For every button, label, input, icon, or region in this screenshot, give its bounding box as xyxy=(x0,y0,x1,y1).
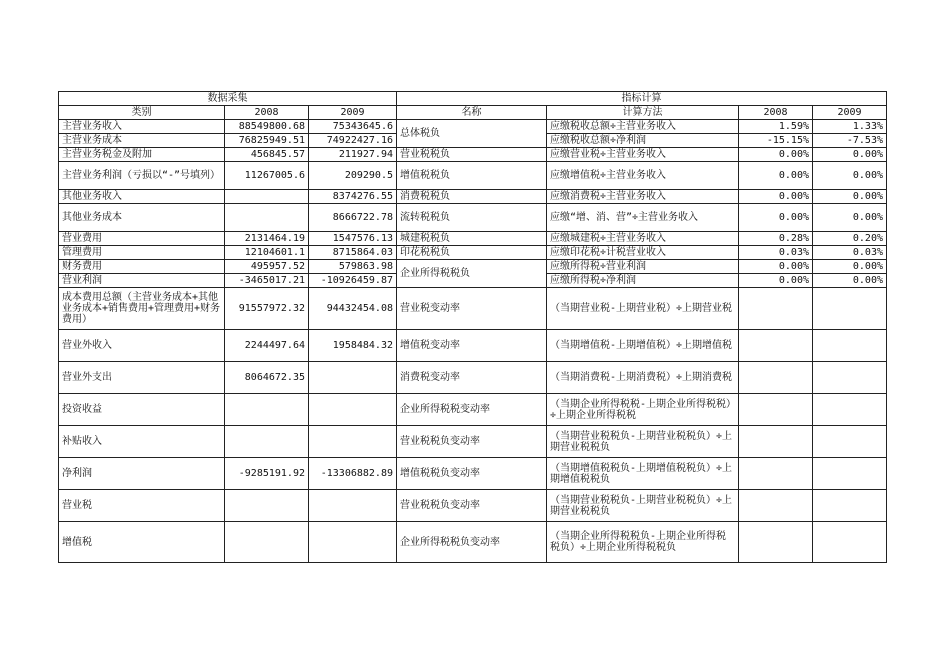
indicator-name-cell: 营业税税负 xyxy=(397,148,547,162)
category-cell: 营业税 xyxy=(59,490,225,522)
ratio-2009-header: 2009 xyxy=(813,106,887,120)
category-cell: 主营业务税金及附加 xyxy=(59,148,225,162)
indicator-name-cell: 总体税负 xyxy=(397,120,547,148)
indicator-name-cell: 营业税税负变动率 xyxy=(397,490,547,522)
value-2008-cell: 8064672.35 xyxy=(225,362,309,394)
value-2009-cell: 209290.5 xyxy=(309,162,397,190)
table-row xyxy=(59,204,887,232)
value-2009-cell: 211927.94 xyxy=(309,148,397,162)
ratio-2009-cell: -7.53% xyxy=(813,134,887,148)
category-cell: 其他业务成本 xyxy=(59,204,225,232)
value-2008-cell: 456845.57 xyxy=(225,148,309,162)
value-2009-cell xyxy=(309,362,397,394)
method-cell: 应缴所得税÷净利润 xyxy=(547,274,739,288)
category-cell: 主营业务成本 xyxy=(59,134,225,148)
value-2008-cell: 2131464.19 xyxy=(225,232,309,246)
value-2009-cell: 94432454.08 xyxy=(309,288,397,330)
year-2008-header: 2008 xyxy=(225,106,309,120)
method-header: 计算方法 xyxy=(547,106,739,120)
table-row xyxy=(59,162,887,190)
table-row xyxy=(59,426,887,458)
value-2009-cell: 75343645.6 xyxy=(309,120,397,134)
indicator-calc-header: 指标计算 xyxy=(397,92,887,106)
ratio-2009-cell xyxy=(813,426,887,458)
value-2008-cell: -3465017.21 xyxy=(225,274,309,288)
value-2008-cell xyxy=(225,204,309,232)
ratio-2009-cell: 0.00% xyxy=(813,274,887,288)
value-2008-cell: -9285191.92 xyxy=(225,458,309,490)
category-cell: 管理费用 xyxy=(59,246,225,260)
method-cell: （当期增值税-上期增值税）÷上期增值税 xyxy=(547,330,739,362)
category-cell: 净利润 xyxy=(59,458,225,490)
indicator-name-cell: 企业所得税税负变动率 xyxy=(397,522,547,563)
table-row xyxy=(59,458,887,490)
header-row-1 xyxy=(59,92,887,106)
value-2009-cell: 8666722.78 xyxy=(309,204,397,232)
category-cell: 营业利润 xyxy=(59,274,225,288)
method-cell: （当期营业税税负-上期营业税税负）÷上期营业税税负 xyxy=(547,490,739,522)
category-cell: 营业外收入 xyxy=(59,330,225,362)
value-2009-cell xyxy=(309,394,397,426)
ratio-2008-cell xyxy=(739,458,813,490)
ratio-2008-cell: -15.15% xyxy=(739,134,813,148)
indicator-name-cell: 消费税变动率 xyxy=(397,362,547,394)
value-2008-cell: 11267005.6 xyxy=(225,162,309,190)
method-cell: （当期消费税-上期消费税）÷上期消费税 xyxy=(547,362,739,394)
ratio-2009-cell: 0.00% xyxy=(813,148,887,162)
tax-indicator-table xyxy=(58,91,887,563)
value-2008-cell: 91557972.32 xyxy=(225,288,309,330)
table-row xyxy=(59,288,887,330)
table-row xyxy=(59,148,887,162)
value-2009-cell: 579863.98 xyxy=(309,260,397,274)
ratio-2009-cell xyxy=(813,490,887,522)
value-2008-cell xyxy=(225,426,309,458)
category-cell: 投资收益 xyxy=(59,394,225,426)
indicator-name-cell: 企业所得税税负 xyxy=(397,260,547,288)
header-row-2 xyxy=(59,106,887,120)
method-cell: （当期增值税税负-上期增值税税负）÷上期增值税税负 xyxy=(547,458,739,490)
indicator-name-cell: 消费税税负 xyxy=(397,190,547,204)
category-cell: 财务费用 xyxy=(59,260,225,274)
ratio-2009-cell: 0.00% xyxy=(813,162,887,190)
value-2009-cell: 1958484.32 xyxy=(309,330,397,362)
method-cell: 应缴增值税÷主营业务收入 xyxy=(547,162,739,190)
ratio-2008-cell xyxy=(739,394,813,426)
ratio-2008-cell: 0.00% xyxy=(739,260,813,274)
ratio-2009-cell: 1.33% xyxy=(813,120,887,134)
ratio-2008-cell: 1.59% xyxy=(739,120,813,134)
ratio-2008-cell xyxy=(739,362,813,394)
indicator-name-cell: 企业所得税税变动率 xyxy=(397,394,547,426)
method-cell: 应缴税收总额÷主营业务收入 xyxy=(547,120,739,134)
value-2009-cell: 1547576.13 xyxy=(309,232,397,246)
category-cell: 主营业务利润（亏损以“-”号填列） xyxy=(59,162,225,190)
table-row xyxy=(59,522,887,563)
method-cell: （当期营业税-上期营业税）÷上期营业税 xyxy=(547,288,739,330)
ratio-2008-cell: 0.00% xyxy=(739,204,813,232)
value-2008-cell: 2244497.64 xyxy=(225,330,309,362)
ratio-2008-cell: 0.00% xyxy=(739,148,813,162)
method-cell: （当期企业所得税税负-上期企业所得税税负）÷上期企业所得税税负 xyxy=(547,522,739,563)
category-header: 类别 xyxy=(59,106,225,120)
value-2009-cell xyxy=(309,426,397,458)
category-cell: 营业外支出 xyxy=(59,362,225,394)
value-2009-cell: 74922427.16 xyxy=(309,134,397,148)
indicator-name-cell: 印花税税负 xyxy=(397,246,547,260)
year-2009-header: 2009 xyxy=(309,106,397,120)
category-cell: 营业费用 xyxy=(59,232,225,246)
ratio-2008-cell xyxy=(739,330,813,362)
data-collection-header: 数据采集 xyxy=(59,92,397,106)
ratio-2008-cell xyxy=(739,426,813,458)
ratio-2008-cell: 0.28% xyxy=(739,232,813,246)
method-cell: 应缴税收总额÷净利润 xyxy=(547,134,739,148)
indicator-name-cell: 营业税变动率 xyxy=(397,288,547,330)
value-2008-cell xyxy=(225,394,309,426)
method-cell: 应缴营业税÷主营业务收入 xyxy=(547,148,739,162)
indicator-name-cell: 城建税税负 xyxy=(397,232,547,246)
value-2008-cell xyxy=(225,522,309,563)
method-cell: 应缴消费税÷主营业务收入 xyxy=(547,190,739,204)
method-cell: （当期营业税税负-上期营业税税负）÷上期营业税税负 xyxy=(547,426,739,458)
value-2009-cell xyxy=(309,522,397,563)
ratio-2009-cell xyxy=(813,288,887,330)
table-row xyxy=(59,490,887,522)
indicator-name-cell: 增值税变动率 xyxy=(397,330,547,362)
ratio-2009-cell: 0.20% xyxy=(813,232,887,246)
method-cell: 应缴“增、消、营”÷主营业务收入 xyxy=(547,204,739,232)
ratio-2008-cell: 0.00% xyxy=(739,190,813,204)
value-2008-cell xyxy=(225,190,309,204)
table-row xyxy=(59,330,887,362)
category-cell: 增值税 xyxy=(59,522,225,563)
category-cell: 成本费用总额（主营业务成本+其他业务成本+销售费用+管理费用+财务费用） xyxy=(59,288,225,330)
category-cell: 补贴收入 xyxy=(59,426,225,458)
ratio-2008-cell xyxy=(739,288,813,330)
table-row xyxy=(59,260,887,274)
ratio-2009-cell: 0.00% xyxy=(813,204,887,232)
value-2009-cell: 8374276.55 xyxy=(309,190,397,204)
value-2008-cell: 495957.52 xyxy=(225,260,309,274)
value-2009-cell: -13306882.89 xyxy=(309,458,397,490)
ratio-2009-cell xyxy=(813,458,887,490)
value-2008-cell: 12104601.1 xyxy=(225,246,309,260)
category-cell: 主营业务收入 xyxy=(59,120,225,134)
value-2009-cell xyxy=(309,490,397,522)
table-row xyxy=(59,246,887,260)
table-row xyxy=(59,190,887,204)
method-cell: 应缴印花税÷计税营业收入 xyxy=(547,246,739,260)
category-cell: 其他业务收入 xyxy=(59,190,225,204)
indicator-name-cell: 增值税税负变动率 xyxy=(397,458,547,490)
name-header: 名称 xyxy=(397,106,547,120)
table-row xyxy=(59,232,887,246)
value-2008-cell: 76825949.51 xyxy=(225,134,309,148)
value-2008-cell: 88549800.68 xyxy=(225,120,309,134)
indicator-name-cell: 流转税税负 xyxy=(397,204,547,232)
table-row xyxy=(59,394,887,426)
value-2009-cell: 8715864.03 xyxy=(309,246,397,260)
ratio-2009-cell: 0.03% xyxy=(813,246,887,260)
ratio-2008-header: 2008 xyxy=(739,106,813,120)
ratio-2009-cell xyxy=(813,330,887,362)
value-2008-cell xyxy=(225,490,309,522)
table-row xyxy=(59,120,887,134)
ratio-2008-cell xyxy=(739,522,813,563)
ratio-2008-cell: 0.03% xyxy=(739,246,813,260)
ratio-2009-cell: 0.00% xyxy=(813,190,887,204)
method-cell: 应缴城建税÷主营业务收入 xyxy=(547,232,739,246)
ratio-2009-cell: 0.00% xyxy=(813,260,887,274)
ratio-2009-cell xyxy=(813,394,887,426)
indicator-name-cell: 营业税税负变动率 xyxy=(397,426,547,458)
method-cell: 应缴所得税÷营业利润 xyxy=(547,260,739,274)
value-2009-cell: -10926459.87 xyxy=(309,274,397,288)
ratio-2009-cell xyxy=(813,522,887,563)
table-row xyxy=(59,362,887,394)
ratio-2008-cell: 0.00% xyxy=(739,162,813,190)
ratio-2008-cell: 0.00% xyxy=(739,274,813,288)
ratio-2008-cell xyxy=(739,490,813,522)
method-cell: （当期企业所得税税-上期企业所得税税）÷上期企业所得税税 xyxy=(547,394,739,426)
indicator-name-cell: 增值税税负 xyxy=(397,162,547,190)
ratio-2009-cell xyxy=(813,362,887,394)
